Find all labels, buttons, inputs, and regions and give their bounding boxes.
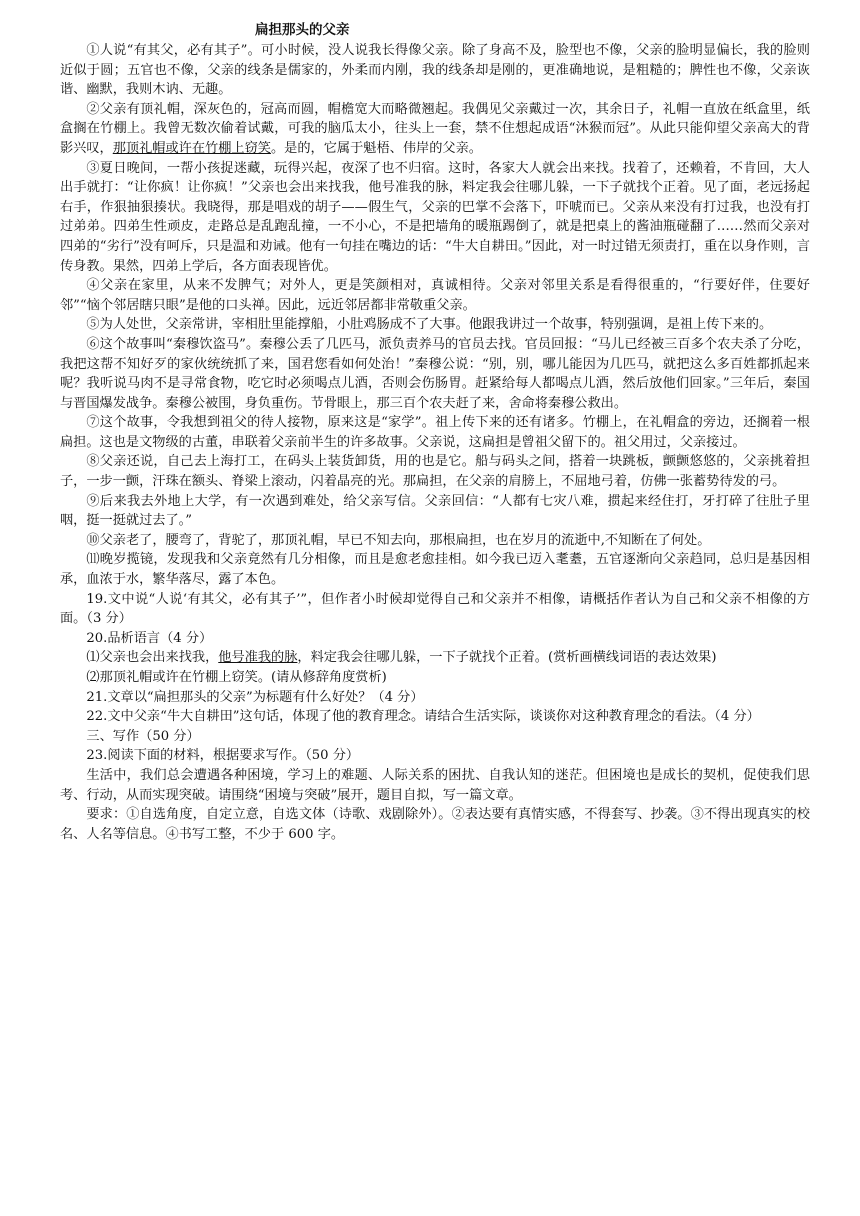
paragraph-8: ⑧父亲还说，自己去上海打工，在码头上装货卸货，用的也是它。船与码头之间，搭着一块跳板，颤颤悠悠的，父亲挑着担子，一步一颤，汗珠在额头、脊梁上滚动，闪着晶亮的光。那扁担，在父亲的肩膀上，不屈地弓着，仿佛一张蓄势待发的弓。 xyxy=(60,454,810,490)
paragraph-1: ①人说“有其父，必有其子”。可小时候，没人说我长得像父亲。除了身高不及，脸型也不像，父亲的脸明显偏长，我的脸则近似于圆；五官也不像，父亲的线条是儒家的，外柔而内刚，我的线条却是刚的，更准确地说，是粗糙的；脾性也不像，父亲诙谐、幽默，我则木讷、无趣。 xyxy=(60,43,810,98)
paragraph-6: ⑥这个故事叫“秦穆饮盗马”。秦穆公丢了几匹马，派负责养马的官员去找。官员回报：“马儿已经被三百多个农夫杀了分吃，我把这帮不知好歹的家伙统统抓了来，国君您看如何处治！”秦穆公说：“别，别，哪儿能因为几匹马，就把这么多百姓都抓起来呢？我听说马肉不是寻常食物，吃它时必须喝点儿酒，否则会伤肠胃。赶紧给每人都喝点儿酒，然后放他们回家。”三年后，秦国与晋国爆发战争。秦穆公被围，身负重伤。节骨眼上，那三百个农夫赶了来，舍命将秦穆公救出。 xyxy=(60,336,810,411)
paragraph-10: ⑩父亲老了，腰弯了，背驼了，那顶礼帽，早已不知去向，那根扁担，也在岁月的流逝中,不知断在了何处。 xyxy=(86,532,711,548)
writing-requirements: 要求：①自选角度，自定立意，自选文体（诗歌、戏剧除外）。②表达要有真情实感，不得套写、抄袭。③不得出现真实的校名、人名等信息。④书写工整，不少于 600 字。 xyxy=(60,807,810,842)
paragraph-9: ⑨后来我去外地上大学，有一次遇到难处，给父亲写信。父亲回信：“人都有七灾八难，掼起来经住打，牙打碎了往肚子里咽，挺一挺就过去了。” xyxy=(60,493,810,529)
paragraph-5: ⑤为人处世，父亲常讲，宰相肚里能撑船，小肚鸡肠成不了大事。他跟我讲过一个故事，特别强调，是祖上传下来的。 xyxy=(86,317,773,333)
question-21: 21.文章以“扁担那头的父亲”为标题有什么好处？（4 分） xyxy=(86,689,424,705)
question-20-1-text: ⑴父亲也会出来找我， xyxy=(86,650,219,666)
question-22: 22.文中父亲“牛大自耕田”这句话，体现了他的教育理念。请结合生活实际，谈谈你对这种教育理念的看法。（4 分） xyxy=(86,709,760,725)
underlined-phrase: 他号准我的脉 xyxy=(218,650,298,666)
section-writing-heading: 三、写作（50 分） xyxy=(86,728,200,744)
question-20-1-tail: ，料定我会往哪儿躲，一下子就找个正着。(赏析画横线词语的表达效果) xyxy=(297,650,717,666)
paragraph-11: ⑾晚岁揽镜，发现我和父亲竟然有几分相像，而且是愈老愈挂相。如今我已迈入耄耋，五官逐渐向父亲趋同，总归是基因相承，血浓于水，繁华落尽，露了本色。 xyxy=(60,552,810,588)
paragraph-2-tail: 。是的，它属于魁梧、伟岸的父亲。 xyxy=(271,140,482,156)
question-20-1 xyxy=(60,648,810,668)
question-19: 19.文中说“人说‘有其父，必有其子’”，但作者小时候却觉得自己和父亲并不相像，请概括作者认为自己和父亲不相像的方面。（3 分） xyxy=(60,591,810,627)
paragraph-4: ④父亲在家里，从来不发脾气；对外人，更是笑颜相对，真诚相待。父亲对邻里关系是看得很重的，“行要好伴，住要好邻”“恼个邻居瞎只眼”是他的口头禅。因此，远近邻居都非常敬重父亲。 xyxy=(60,278,810,313)
question-20: 20.品析语言（4 分） xyxy=(86,630,213,646)
writing-material: 生活中，我们总会遭遇各种困境，学习上的难题、人际关系的困扰、自我认知的迷茫。但困境也是成长的契机，促使我们思考、行动，从而实现突破。请围绕“困境与突破”展开，题目自拟，写一篇文章。 xyxy=(60,767,810,803)
paragraph-2 xyxy=(60,100,810,159)
underlined-sentence: 那顶礼帽或许在竹棚上窃笑 xyxy=(112,140,271,156)
article-title: 扁担那头的父亲 xyxy=(255,22,350,38)
paragraph-3: ③夏日晚间，一帮小孩捉迷藏，玩得兴起，夜深了也不归宿。这时，各家大人就会出来找。找着了，还赖着，不肯回，大人出手就打：“让你疯！让你疯！”父亲也会出来找我，他号准我的脉，料定我会往哪儿躲，一下子就找个正着。见了面，老远扬起右手，作狠抽狠揍状。我晓得，那是唱戏的胡子——假生气，父亲的巴掌不会落下，吓唬而已。父亲从来没有打过我，也没有打过弟弟。四弟生性顽皮，走路总是乱跑乱撞，一不小心，不是把墙角的暖瓶踢倒了，就是把桌上的酱油瓶碰翻了……然而父亲对四弟的“劣行”没有呵斥，只是温和劝诫。他有一句挂在嘴边的话：“牛大自耕田。”因此，对一时过错无须责打，重在以身作则，言传身教。果然，四弟上学后，各方面表现皆优。 xyxy=(60,160,810,274)
question-20-2: ⑵那顶礼帽或许在竹棚上窃笑。(请从修辞角度赏析) xyxy=(86,670,387,685)
paragraph-2-text: ②父亲有顶礼帽，深灰色的，冠高而圆，帽檐宽大而略微翘起。我偶见父亲戴过一次，其余日子，礼帽一直放在纸盒里，纸盒搁在竹棚上。我曾无数次偷着试戴，可我的脑瓜太小，往头上一套，禁不住想起成语“沐猴而冠”。从此只能仰望父亲高大的背影兴叹， xyxy=(60,101,810,156)
paragraph-7: ⑦这个故事，令我想到祖父的待人接物，原来这是“家学”。祖上传下来的还有诸多。竹棚上，在礼帽盒的旁边，还搁着一根扁担。这也是文物级的古董，串联着父亲前半生的许多故事。父亲说，这扁担是曾祖父留下的。祖父用过，父亲接过。 xyxy=(60,415,810,450)
question-23: 23.阅读下面的材料，根据要求写作。（50 分） xyxy=(86,748,360,764)
